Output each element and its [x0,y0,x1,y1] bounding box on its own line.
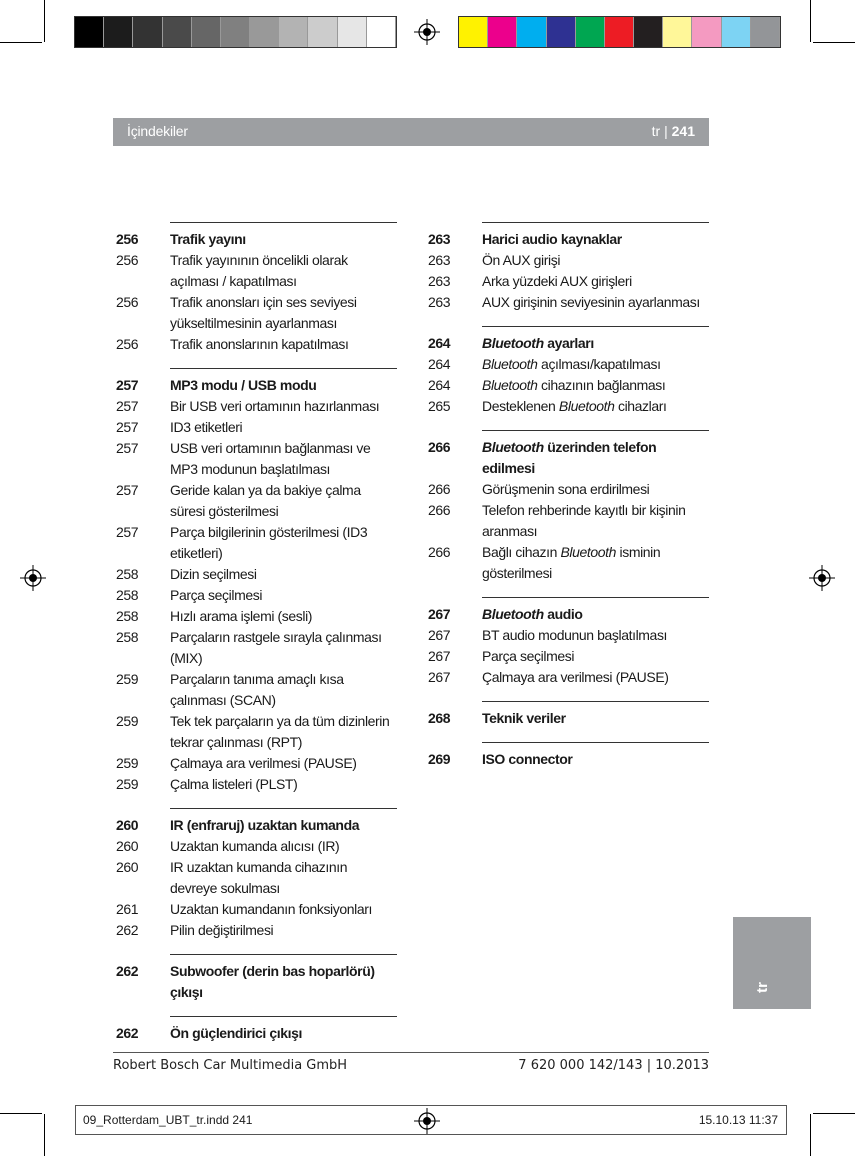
toc-entry-text: Trafik yayınının öncelikli olarak açılması / kapatılması [170,252,348,289]
side-tab-label: tr [753,982,771,993]
color-swatch [308,17,337,47]
toc-page-number: 257 [116,482,139,498]
toc-entry-text: Bluetooth ayarları [482,335,594,351]
toc-entry-text: Bluetooth açılması/kapatılması [482,356,661,372]
toc-entry-text: Harici audio kaynaklar [482,231,622,247]
toc-entry-text: Trafik yayını [170,231,246,247]
toc-page-number: 257 [116,377,139,393]
toc-page-number: 256 [116,336,139,352]
toc-entry-text: Parça bilgilerinin gösterilmesi (ID3 etiketleri) [170,524,368,561]
toc-section [116,808,397,941]
toc-right-column [428,222,709,783]
toc-entry [116,480,397,522]
toc-entry-text: Bağlı cihazın Bluetooth isminin gösterilmesi [482,544,661,581]
toc-entry-text: Bir USB veri ortamının hazırlanması [170,398,380,414]
color-swatch [576,17,605,47]
toc-page-number: 256 [116,294,139,310]
toc-entry-text: Teknik veriler [482,710,566,726]
toc-page-number: 267 [428,606,451,622]
slug-filename: 09_Rotterdam_UBT_tr.indd 241 [83,1113,253,1127]
toc-entry [116,774,397,795]
toc-section-heading [116,815,397,836]
color-swatch [133,17,162,47]
toc-entry-text: Tek tek parçaların ya da tüm dizinlerin tekrar çalınması (RPT) [170,713,390,750]
crop-mark [0,42,42,43]
toc-page-number: 263 [428,231,451,247]
toc-page-number: 265 [428,398,451,414]
toc-entry-text: Trafik anonsları için ses seviyesi yükseltilmesinin ayarlanması [170,294,357,331]
color-swatch [250,17,279,47]
toc-page-number: 263 [428,273,451,289]
toc-entry [116,669,397,711]
toc-page-number: 264 [428,335,451,351]
toc-entry-text: Görüşmenin sona erdirilmesi [482,481,650,497]
toc-entry [116,564,397,585]
toc-entry-text: Pilin değiştirilmesi [170,922,274,938]
crop-mark [810,1114,811,1156]
registration-mark-icon [414,19,440,45]
toc-entry-text: ID3 etiketleri [170,419,243,435]
toc-entry [116,627,397,669]
toc-section-heading [428,749,709,770]
color-swatch [75,17,104,47]
toc-page-number: 257 [116,398,139,414]
toc-entry-text: AUX girişinin seviyesinin ayarlanması [482,294,700,310]
toc-entry [428,354,709,375]
color-swatch [279,17,308,47]
toc-page-number: 257 [116,524,139,540]
language-side-tab [733,917,811,1009]
toc-page-number: 257 [116,440,139,456]
header-page-number: tr | 241 [651,123,695,139]
toc-section-heading [116,1023,397,1044]
toc-entry [428,625,709,646]
crop-mark [813,42,855,43]
color-swatch [751,17,780,47]
toc-page-number: 259 [116,713,139,729]
toc-entry-text: Subwoofer (derin bas hoparlörü) çıkışı [170,963,375,1000]
toc-entry-text: Arka yüzdeki AUX girişleri [482,273,632,289]
toc-page-number: 260 [116,838,139,854]
color-swatch [634,17,663,47]
toc-entry [428,646,709,667]
toc-page-number: 260 [116,859,139,875]
toc-entry-text: Desteklenen Bluetooth cihazları [482,398,667,414]
toc-entry [116,920,397,941]
toc-entry [116,417,397,438]
toc-page-number: 258 [116,629,139,645]
toc-section [116,954,397,1003]
toc-entry-text: Bluetooth üzerinden telefon edilmesi [482,439,657,476]
toc-entry [428,500,709,542]
color-swatch [367,17,396,47]
toc-page-number: 261 [116,901,139,917]
toc-entry-text: Parçaların tanıma amaçlı kısa çalınması (SCAN) [170,671,344,708]
color-swatch [488,17,517,47]
toc-page-number: 259 [116,776,139,792]
toc-entry [428,250,709,271]
crop-mark [810,0,811,42]
toc-section [116,1016,397,1044]
toc-entry [116,836,397,857]
toc-page-number: 266 [428,481,451,497]
toc-entry-text: Çalma listeleri (PLST) [170,776,298,792]
registration-mark-icon [809,565,835,591]
toc-section-heading [428,333,709,354]
toc-entry [116,438,397,480]
toc-entry-text: IR uzaktan kumanda cihazının devreye sokulması [170,859,348,896]
color-swatch [722,17,751,47]
toc-page-number: 269 [428,751,451,767]
toc-section [428,430,709,584]
process-color-bar [458,16,781,48]
toc-entry [116,334,397,355]
toc-entry-text: Bluetooth audio [482,606,583,622]
toc-entry-text: Trafik anonslarının kapatılması [170,336,349,352]
toc-entry-text: MP3 modu / USB modu [170,377,317,393]
toc-section-heading [428,708,709,729]
toc-page-number: 263 [428,294,451,310]
toc-section-heading [116,961,397,1003]
toc-entry-text: Çalmaya ara verilmesi (PAUSE) [482,669,669,685]
toc-entry [116,711,397,753]
toc-page-number: 259 [116,755,139,771]
color-swatch [663,17,692,47]
color-swatch [192,17,221,47]
crop-mark [0,1113,42,1114]
toc-page-number: 266 [428,502,451,518]
toc-entry [428,667,709,688]
toc-entry-text: Uzaktan kumanda alıcısı (IR) [170,838,340,854]
color-swatch [459,17,488,47]
toc-section [428,222,709,313]
toc-page-number: 263 [428,252,451,268]
color-swatch [338,17,367,47]
toc-entry [116,292,397,334]
toc-section-heading [116,375,397,396]
toc-entry [116,585,397,606]
toc-section [116,222,397,355]
toc-section [428,701,709,729]
crop-mark [44,0,45,42]
toc-section-heading [428,437,709,479]
toc-page-number: 258 [116,587,139,603]
toc-entry [428,396,709,417]
toc-entry-text: Parça seçilmesi [170,587,263,603]
color-swatch [221,17,250,47]
toc-page-number: 256 [116,252,139,268]
toc-entry-text: Geride kalan ya da bakiye çalma süresi gösterilmesi [170,482,361,519]
footer-doc-number: 7 620 000 142/143 | 10.2013 [518,1058,709,1073]
toc-page-number: 266 [428,544,451,560]
toc-entry-text: Parça seçilmesi [482,648,575,664]
color-swatch [692,17,721,47]
toc-page-number: 262 [116,1025,139,1041]
toc-page-number: 267 [428,627,451,643]
toc-page-number: 267 [428,669,451,685]
toc-entry [428,375,709,396]
crop-mark [44,1114,45,1156]
toc-page-number: 256 [116,231,139,247]
toc-section [428,326,709,417]
toc-page-number: 258 [116,566,139,582]
toc-entry-text: IR (enfraruj) uzaktan kumanda [170,817,360,833]
toc-entry [116,522,397,564]
slug-timestamp: 15.10.13 11:37 [698,1113,778,1127]
toc-entry [116,899,397,920]
color-swatch [547,17,576,47]
toc-entry-text: Hızlı arama işlemi (sesli) [170,608,313,624]
toc-entry [116,250,397,292]
toc-page-number: 260 [116,817,139,833]
toc-entry-text: Çalmaya ara verilmesi (PAUSE) [170,755,357,771]
toc-page-number: 258 [116,608,139,624]
toc-page-number: 262 [116,922,139,938]
toc-page-number: 264 [428,356,451,372]
toc-entry [116,396,397,417]
toc-page-number: 267 [428,648,451,664]
toc-entry-text: Ön AUX girişi [482,252,561,268]
toc-page-number: 268 [428,710,451,726]
toc-entry-text: Parçaların rastgele sırayla çalınması (MIX) [170,629,382,666]
page-header [113,118,709,146]
toc-entry [428,271,709,292]
toc-entry-text: Ön güçlendirici çıkışı [170,1025,303,1041]
crop-mark [813,1113,855,1114]
print-slug [75,1105,787,1135]
toc-entry-text: BT audio modunun başlatılması [482,627,668,643]
registration-mark-icon [20,565,46,591]
toc-entry-text: Dizin seçilmesi [170,566,257,582]
toc-page-number: 264 [428,377,451,393]
toc-entry-text: USB veri ortamının bağlanması ve MP3 modunun başlatılması [170,440,371,477]
color-swatch [104,17,133,47]
toc-entry [116,606,397,627]
footer-company: Robert Bosch Car Multimedia GmbH [113,1058,348,1073]
toc-section [428,742,709,770]
toc-page-number: 259 [116,671,139,687]
toc-section-heading [116,229,397,250]
toc-page-number: 262 [116,963,139,979]
toc-page-number: 266 [428,439,451,455]
toc-entry-text: Uzaktan kumandanın fonksiyonları [170,901,372,917]
toc-entry [428,479,709,500]
toc-section [116,368,397,795]
toc-entry [116,753,397,774]
color-swatch [605,17,634,47]
toc-left-column [116,222,397,1057]
toc-entry [116,857,397,899]
toc-section-heading [428,604,709,625]
toc-section [428,597,709,688]
toc-section-heading [428,229,709,250]
color-swatch [517,17,546,47]
color-swatch [163,17,192,47]
toc-page-number: 257 [116,419,139,435]
grayscale-color-bar [74,16,397,48]
footer-divider [113,1052,709,1053]
toc-entry-text: ISO connector [482,751,573,767]
toc-entry [428,292,709,313]
toc-entry [428,542,709,584]
toc-entry-text: Telefon rehberinde kayıtlı bir kişinin aranması [482,502,686,539]
toc-entry-text: Bluetooth cihazının bağlanması [482,377,666,393]
header-title: İçindekiler [127,123,188,139]
